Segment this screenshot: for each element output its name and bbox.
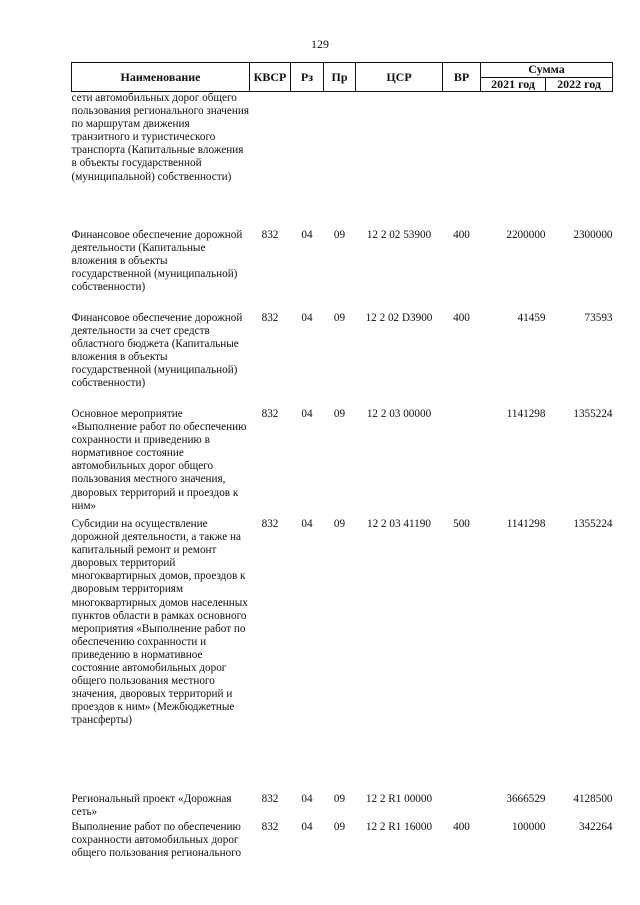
- row-sum-2021: 1141298: [506, 518, 546, 530]
- row-csr: 12 2 R1 00000: [365, 793, 433, 805]
- row-sum-2021: 100000: [511, 821, 546, 833]
- table-row: [72, 92, 613, 230]
- row-rz: 04: [301, 518, 313, 530]
- row-name: Субсидии на осуществление дорожной деятельности, а также на капитальный ремонт и ремонт дворовых территорий многоквартирных домов, проездов к дворовым территориям многоквартирных домов населенных пунктов области в рамках основного мероприятия «Выполнение работ по обеспечению сохранности и приведению в нормативное состояние автомобильных дорог общего пользования местного значения, дворовых территорий и проездов к ним» (Межбюджетные трансферты): [71, 518, 248, 727]
- row-sum-2022: 2300000: [573, 229, 613, 241]
- row-kvsr: 832: [261, 821, 279, 833]
- header-sum: Сумма: [481, 63, 613, 78]
- row-name: Региональный проект «Дорожная сеть»: [71, 793, 232, 819]
- row-sum-2021: 41459: [517, 312, 546, 324]
- row-csr: 12 2 R1 16000: [365, 821, 433, 833]
- header-name: Наименование: [72, 63, 250, 92]
- row-rz: 04: [301, 312, 313, 324]
- row-sum-2021: [481, 92, 546, 230]
- header-rz: Рз: [291, 63, 324, 92]
- table-row: [72, 821, 613, 876]
- row-name: Финансовое обеспечение дорожной деятельности за счет средств областного бюджета (Капитальные вложения в объекты государственной (муниципальной) собственности): [71, 312, 243, 390]
- header-csr: ЦСР: [356, 63, 443, 92]
- budget-table: [71, 62, 613, 876]
- row-kvsr: 832: [261, 229, 279, 241]
- row-rz: 04: [301, 793, 313, 805]
- row-sum-2022: 73593: [584, 312, 613, 324]
- row-vr: 500: [453, 518, 470, 530]
- row-kvsr: 832: [261, 793, 279, 805]
- row-vr: [443, 92, 481, 230]
- table-row: [72, 518, 613, 793]
- header-vr: ВР: [443, 63, 481, 92]
- row-sum-2022: 1355224: [573, 518, 613, 530]
- row-sum-2022: 342264: [578, 821, 613, 833]
- row-kvsr: 832: [261, 518, 279, 530]
- page-number: 129: [311, 37, 329, 51]
- table-row: [72, 793, 613, 821]
- row-csr: [356, 92, 443, 230]
- table-row: [72, 408, 613, 518]
- row-kvsr: [250, 92, 291, 230]
- table-row: [72, 229, 613, 312]
- row-csr: 12 2 03 00000: [366, 408, 432, 420]
- row-rz: 04: [301, 821, 313, 833]
- row-pr: 09: [333, 518, 346, 530]
- row-name: Финансовое обеспечение дорожной деятельности (Капитальные вложения в объекты государственной (муниципальной) собственности): [71, 229, 243, 294]
- table-row: [72, 312, 613, 408]
- row-sum-2022: 1355224: [573, 408, 613, 420]
- row-name: сети автомобильных дорог общего пользования регионального значения по маршрутам движения транзитного и туристического транспорта (Капитальные вложения в объекты государственной (муниципальной) собственности): [71, 92, 249, 183]
- header-2022: 2022 год: [546, 77, 613, 92]
- header-kvsr: КВСР: [250, 63, 291, 92]
- header-row-top: [72, 63, 613, 78]
- row-pr: 09: [333, 821, 346, 833]
- row-pr: 09: [333, 312, 346, 324]
- row-name: Выполнение работ по обеспечению сохранности автомобильных дорог общего пользования регионального: [71, 821, 242, 860]
- row-sum-2021: 3666529: [506, 793, 546, 805]
- row-name: Основное мероприятие «Выполнение работ по обеспечению сохранности и приведению в нормативное состояние автомобильных дорог общего пользования местного значения, дворовых территорий и проездов к ним»: [71, 408, 247, 512]
- row-csr: 12 2 02 D3900: [365, 312, 433, 324]
- row-rz: 04: [301, 229, 313, 241]
- row-pr: 09: [333, 793, 346, 805]
- row-vr: [443, 793, 481, 821]
- row-vr: 400: [453, 821, 470, 833]
- row-kvsr: 832: [261, 312, 279, 324]
- row-vr: [443, 408, 481, 518]
- row-csr: 12 2 02 53900: [366, 229, 432, 241]
- row-pr: 09: [333, 229, 346, 241]
- row-rz: 04: [301, 408, 313, 420]
- row-kvsr: 832: [261, 408, 279, 420]
- row-vr: 400: [453, 312, 470, 324]
- header-pr: Пр: [324, 63, 356, 92]
- row-pr: [324, 92, 356, 230]
- row-sum-2022: [546, 92, 613, 230]
- header-2021: 2021 год: [481, 77, 546, 92]
- row-sum-2022: 4128500: [573, 793, 613, 805]
- row-pr: 09: [333, 408, 346, 420]
- row-csr: 12 2 03 41190: [367, 518, 431, 530]
- row-rz: [291, 92, 324, 230]
- row-sum-2021: 2200000: [506, 229, 546, 241]
- row-vr: 400: [453, 229, 470, 241]
- row-sum-2021: 1141298: [506, 408, 546, 420]
